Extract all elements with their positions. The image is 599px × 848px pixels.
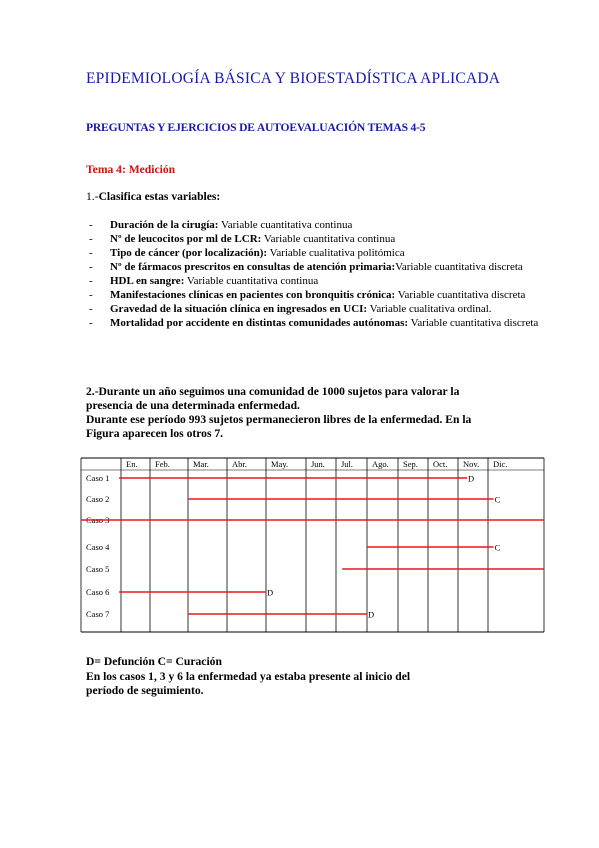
variable-type: Variable cuantitativa continua xyxy=(218,219,353,231)
section-title: Tema 4: Medición xyxy=(86,163,176,176)
variable-name: Nº de leucocitos por ml de LCR: xyxy=(110,233,262,245)
list-item: - Mortalidad por accidente en distintas comunidades autónomas: Variable cuantitativa discreta xyxy=(89,317,539,329)
outcome-marker: D xyxy=(267,587,274,598)
list-item: - Gravedad de la situación clínica en ingresados en UCI: Variable cualitativa ordinal. xyxy=(89,303,492,315)
question-2-line: Durante ese período 993 sujetos permanecieron libres de la enfermedad. En la xyxy=(86,413,472,426)
case-label: Caso 3 xyxy=(86,515,110,525)
variable-name: Manifestaciones clínicas en pacientes con bronquitis crónica: xyxy=(110,289,396,301)
variable-type: Variable cuantitativa discreta xyxy=(408,317,539,329)
month-label: Nov. xyxy=(463,459,480,469)
legend-line: En los casos 1, 3 y 6 la enfermedad ya estaba presente al inicio del xyxy=(86,669,411,683)
month-label: Abr. xyxy=(232,459,247,469)
month-label: En. xyxy=(126,459,138,469)
question-2-line: Figura aparecen los otros 7. xyxy=(86,427,224,440)
list-item: - Tipo de cáncer (por localización): Variable cualitativa politómica xyxy=(89,247,405,259)
legend-line: D= Defunción C= Curación xyxy=(86,655,222,668)
month-label: Mar. xyxy=(193,459,209,469)
variable-type: Variable cuantitativa discreta xyxy=(395,289,526,301)
list-item: - Duración de la cirugía: Variable cuantitativa continua xyxy=(89,219,353,231)
question-2-line: presencia de una determinada enfermedad. xyxy=(86,399,300,412)
question-1-label: Clasifica estas variables: xyxy=(98,190,221,203)
case-label: Caso 1 xyxy=(86,473,110,483)
month-label: Jul. xyxy=(341,459,354,469)
list-item: - Manifestaciones clínicas en pacientes con bronquitis crónica: Variable cuantitativa discreta xyxy=(89,289,526,301)
list-item: - Nº de fármacos prescritos en consultas de atención primaria:Variable cuantitativa discreta xyxy=(89,261,523,273)
outcome-marker: C xyxy=(494,494,501,505)
legend-note xyxy=(86,655,506,699)
list-item: - HDL en sangre: Variable cuantitativa continua xyxy=(89,275,319,287)
question-1-prefix: 1.- xyxy=(86,190,99,203)
variable-name: Nº de fármacos prescritos en consultas de atención primaria: xyxy=(110,261,396,273)
case-label: Caso 6 xyxy=(86,587,110,597)
list-item: - Nº de leucocitos por ml de LCR: Variable cuantitativa continua xyxy=(89,233,396,245)
variable-name: Tipo de cáncer (por localización): xyxy=(110,247,268,259)
variable-name: HDL en sangre: xyxy=(110,275,185,287)
case-label: Caso 7 xyxy=(86,609,110,619)
variable-type: Variable cualitativa politómica xyxy=(267,247,405,259)
month-label: Dic. xyxy=(493,459,508,469)
page-subtitle: PREGUNTAS Y EJERCICIOS DE AUTOEVALUACIÓN TEMAS 4-5 xyxy=(86,121,426,134)
outcome-marker: D xyxy=(468,473,475,484)
variable-type: Variable cuantitativa continua xyxy=(261,233,396,245)
outcome-marker: C xyxy=(494,542,501,553)
variable-type: Variable cualitativa ordinal. xyxy=(367,303,492,315)
case-label: Caso 5 xyxy=(86,564,110,574)
month-label: Sep. xyxy=(403,459,418,469)
case-label: Caso 4 xyxy=(86,542,110,552)
month-label: Jun. xyxy=(311,459,325,469)
page-title: EPIDEMIOLOGÍA BÁSICA Y BIOESTADÍSTICA APLICADA xyxy=(86,70,501,87)
month-label: Ago. xyxy=(372,459,389,469)
question-2-line: 2.-Durante un año seguimos una comunidad de 1000 sujetos para valorar la xyxy=(86,385,460,398)
month-label: Oct. xyxy=(433,459,448,469)
variable-name: Duración de la cirugía: xyxy=(110,219,219,231)
legend-line: período de seguimiento. xyxy=(86,684,204,697)
outcome-marker: D xyxy=(368,609,375,620)
variable-type: Variable cuantitativa continua xyxy=(184,275,319,287)
month-label: Feb. xyxy=(155,459,170,469)
variable-name: Gravedad de la situación clínica en ingresados en UCI: xyxy=(110,303,368,315)
variable-type: Variable cuantitativa discreta xyxy=(395,261,523,273)
month-label: May. xyxy=(271,459,289,469)
variable-name: Mortalidad por accidente en distintas comunidades autónomas: xyxy=(110,317,409,329)
case-label: Caso 2 xyxy=(86,494,110,504)
